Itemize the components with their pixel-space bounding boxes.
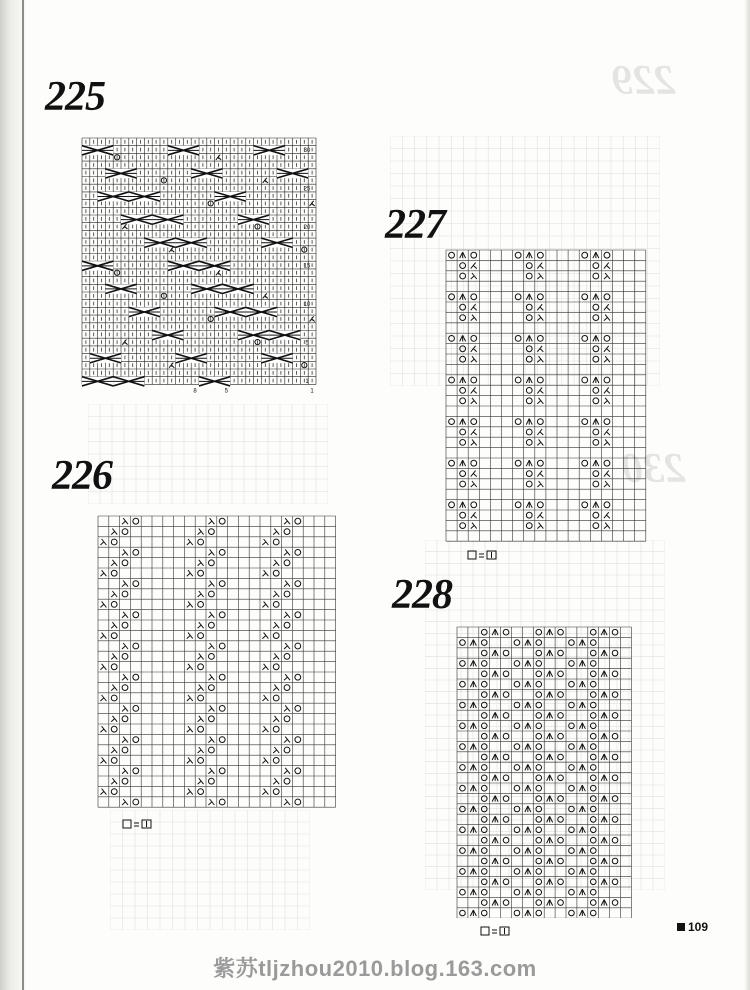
pattern-226-grid <box>98 516 336 807</box>
book-spine-edge <box>22 0 24 990</box>
pattern-225-row-number: 15 <box>303 263 311 270</box>
pattern-227-chart <box>445 249 647 542</box>
pattern-227-lace-marks <box>449 252 610 528</box>
pattern-225-row-number: 5 <box>305 340 309 347</box>
pattern-225-col-number: 5 <box>224 388 228 395</box>
ghost-chart-back <box>88 404 328 504</box>
pattern-225-col-number: 1 <box>310 388 314 395</box>
pattern-225-row-number: 30 <box>303 148 311 155</box>
pattern-225-row-numbers <box>304 148 311 385</box>
pattern-225-row-number: 1 <box>305 379 309 386</box>
page-number-text: 109 <box>687 920 708 934</box>
pattern-226-chart <box>97 515 337 811</box>
pattern-225-title: 225 <box>45 74 105 120</box>
legend-knit-equals-purl-icon <box>480 925 514 937</box>
pattern-228-title: 228 <box>392 572 452 618</box>
page-number <box>677 920 708 934</box>
pattern-225-chart <box>80 136 332 402</box>
legend-knit-equals-purl-icon <box>122 818 156 830</box>
page-marker-icon <box>677 923 685 931</box>
pattern-226-title: 226 <box>52 453 112 499</box>
pattern-225-row-number: 10 <box>303 302 311 309</box>
ghostB-grid <box>88 404 328 504</box>
ghost-title-229: 229 <box>612 58 675 104</box>
pattern-226-legend <box>122 818 156 830</box>
ghost-title-230: 230 <box>622 446 685 492</box>
pattern-227-title: 227 <box>385 202 445 248</box>
knit-square-icon <box>123 820 131 828</box>
pattern-225-col-number: 8 <box>193 388 197 395</box>
legend-knit-equals-purl-icon <box>467 549 501 561</box>
pattern-225-row-number: 25 <box>303 186 311 193</box>
pattern-227-grid <box>446 250 646 541</box>
knit-square-icon <box>481 927 489 935</box>
page-edge-shadow <box>744 0 750 990</box>
pattern-225-col-numbers <box>193 388 314 394</box>
blog-watermark: 紫苏tljzhou2010.blog.163.com <box>213 956 537 981</box>
pattern-227-legend <box>467 549 501 561</box>
pattern-228-chart <box>456 626 632 918</box>
pattern-225-row-number: 20 <box>303 225 311 232</box>
pattern-228-legend <box>480 925 514 937</box>
knit-square-icon <box>468 551 476 559</box>
